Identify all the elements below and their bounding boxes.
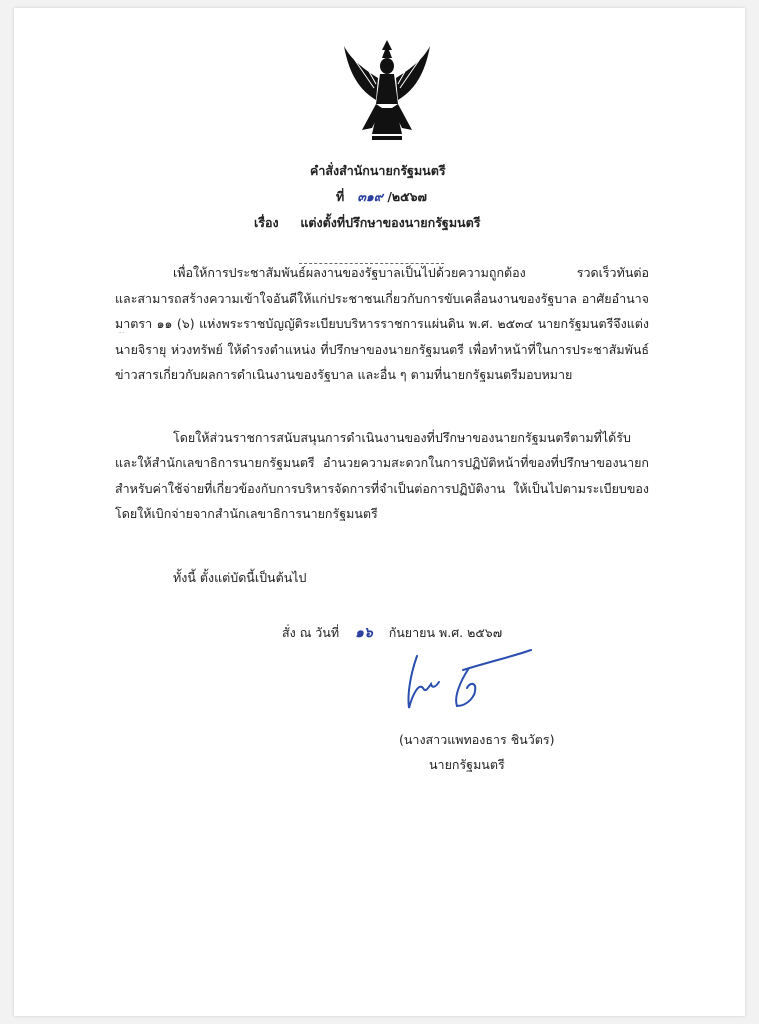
signer-title: นายกรัฐมนตรี [429,757,505,772]
date-day-handwritten: ๑๖ [355,625,373,641]
order-number [336,188,427,206]
garuda-emblem-icon [342,38,432,148]
signer-name: (นางสาวแพทองธาร ชินวัตร) [399,732,555,747]
number-handwritten: ๓๑๙ [357,189,383,204]
subject-text: แต่งตั้งที่ปรึกษาของนายกรัฐมนตรี [300,215,481,230]
body-line: และให้สำนักเลขาธิการนายกรัฐมนตรี อำนวยความสะดวกในการปฏิบัติหน้าที่ของที่ปรึกษาของนายก [115,455,649,470]
body-line: และสามารถสร้างความเข้าใจอันดีให้แก่ประชาชนเกี่ยวกับการขับเคลื่อนงานของรัฐบาล อาศัยอำนาจ [115,291,649,306]
subject-line [254,214,480,232]
number-suffix: /๒๕๖๗ [387,189,427,204]
body-line: นายจิรายุ ห่วงทรัพย์ ให้ดำรงตำแหน่ง ที่ปรึกษาของนายกรัฐมนตรี เพื่อทำหน้าที่ในการประชาสัมพันธ์ [115,342,649,357]
order-date [282,624,502,642]
body-line: เพื่อให้การประชาสัมพันธ์ผลงานของรัฐบาลเป็นไปด้วยความถูกต้อง รวดเร็วทันต่อ [173,265,649,280]
body-line: สำหรับค่าใช้จ่ายที่เกี่ยวข้องกับการบริหารจัดการที่จำเป็นต่อการปฏิบัติงาน ให้เป็นไปตามระเบียบของ [115,481,649,496]
date-rest: กันยายน พ.ศ. ๒๕๖๗ [388,625,503,640]
document-page [14,8,745,1016]
signature [399,648,539,713]
document-title: คำสั่งสำนักนายกรัฐมนตรี [310,163,446,178]
body-line: มาตรา ๑๑ (๖) แห่งพระราชบัญญัติระเบียบบริหารราชการแผ่นดิน พ.ศ. ๒๕๓๔ นายกรัฐมนตรีจึงแต่ง [115,316,649,331]
effective-clause: ทั้งนี้ ตั้งแต่บัดนี้เป็นต้นไป [173,570,307,585]
date-prefix: สั่ง ณ วันที่ [282,625,340,640]
body-line: โดยให้ส่วนราชการสนับสนุนการดำเนินงานของที่ปรึกษาของนายกรัฐมนตรีตามที่ได้รับ [173,430,631,445]
number-prefix: ที่ [336,189,345,204]
body-line: ข่าวสารเกี่ยวกับผลการดำเนินงานของรัฐบาล และอื่น ๆ ตามที่นายกรัฐมนตรีมอบหมาย [115,367,573,382]
subject-label: เรื่อง [254,215,279,230]
body-line: โดยให้เบิกจ่ายจากสำนักเลขาธิการนายกรัฐมนตรี [115,506,378,521]
